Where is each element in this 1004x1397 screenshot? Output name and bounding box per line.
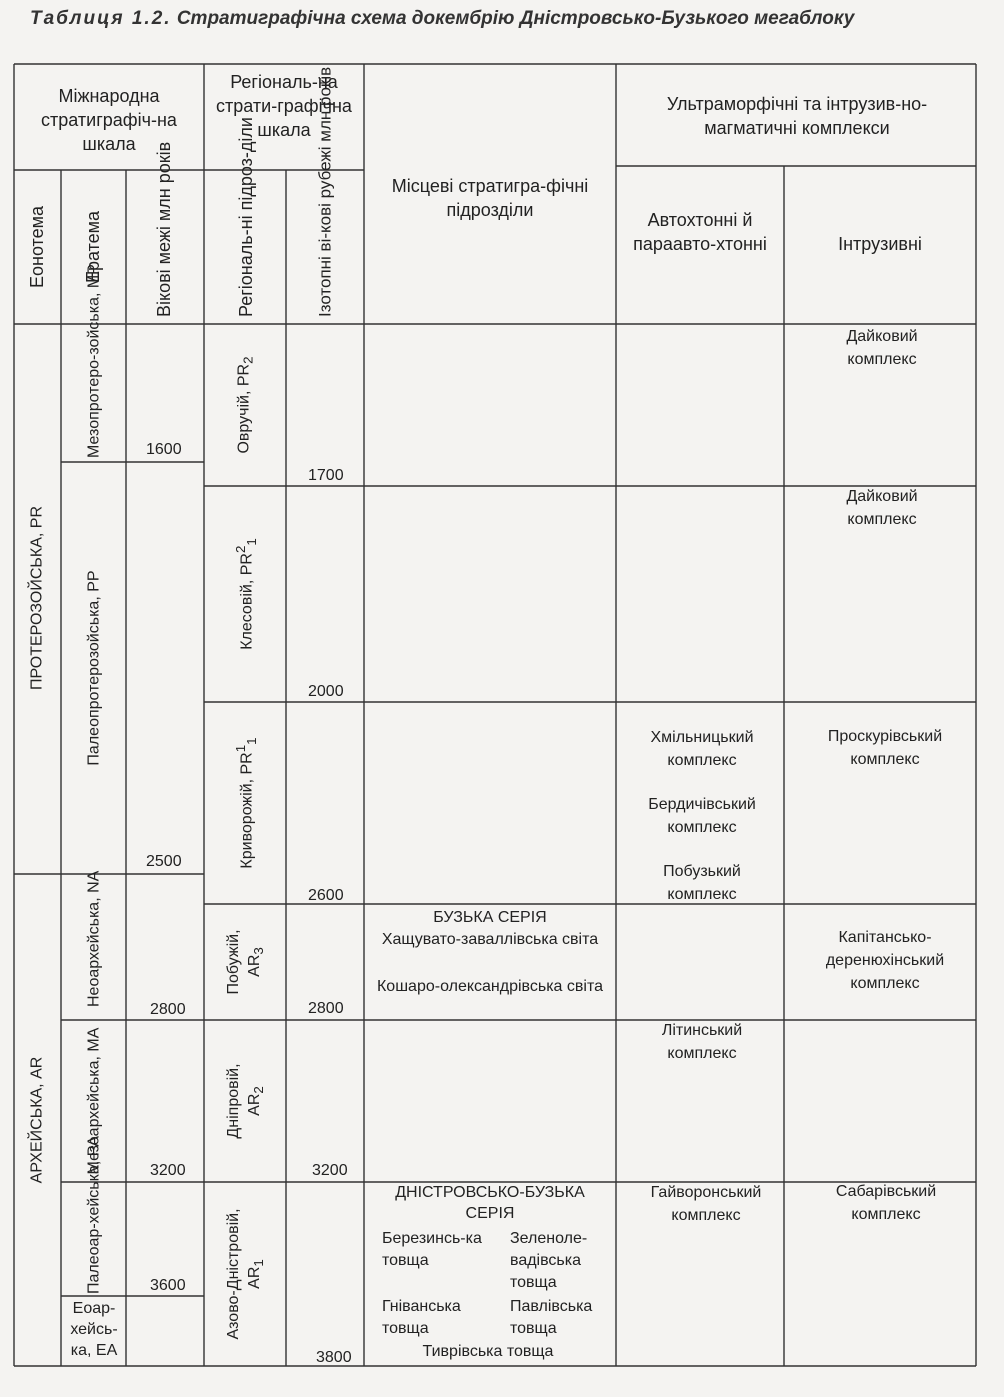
regional-kles: Клесовій, $PR^2_1$ — [233, 538, 259, 650]
isotope-1700: 1700 — [308, 467, 344, 484]
eonotem-archean: АРХЕЙСЬКА, AR — [28, 1056, 46, 1184]
caption-title: Стратиграфічна схема докембрію Дністровсько-Бузького мегаблоку — [176, 8, 855, 29]
eratem-paleoproterozoic: Палеопротерозойська, РР — [85, 570, 103, 766]
eratem-eoarchean: Еоар-хейсь-ка, ЕА — [70, 1300, 118, 1359]
age-3600: 3600 — [150, 1277, 186, 1294]
intrusive-kapitan: Капітансько-деренюхінський комплекс — [825, 929, 945, 992]
local-hnivan: Гніванська товща — [382, 1298, 461, 1337]
header-eratem: Ератема — [83, 210, 103, 284]
age-1600: 1600 — [146, 441, 182, 458]
auto-khmilnyk: Хмільницький комплекс — [650, 729, 754, 769]
local-berezyn: Березинсь-ка товща — [382, 1230, 482, 1269]
eratem-mesoproterozoic: Мезопротеро-зойська, МР — [85, 264, 103, 458]
caption-label: Таблиця 1.2. — [30, 8, 172, 29]
header-complexes: Ультраморфічні та інтрузив-но-магматичні комплекси — [666, 94, 928, 138]
local-zelenolev: Зеленоле-вадівська товща — [510, 1230, 588, 1291]
auto-berdychiv: Бердичівський комплекс — [648, 796, 756, 836]
header-regional-units: Регіональ-ні підроз-діли — [236, 117, 256, 317]
header-age-limits: Вікові межі млн років — [154, 141, 174, 317]
header-isotope-ages: Ізотопні ві-кові рубежі млн років — [315, 66, 335, 317]
intrusive-dyke-2: Дайковий комплекс — [846, 488, 918, 528]
header-autochthonous: Автохтонні й параавто-хтонні — [633, 210, 767, 254]
header-international: Міжнародна стратиграфіч-на шкала — [41, 86, 177, 154]
regional-dnipro: Дніпровій, $AR_2$ — [224, 1063, 267, 1139]
header-eonotem: Еонотема — [27, 206, 47, 289]
age-2500: 2500 — [146, 853, 182, 870]
eratem-neoarchean: Неоархейська, NA — [85, 870, 103, 1007]
isotope-3800: 3800 — [316, 1349, 352, 1366]
isotope-2000: 2000 — [308, 683, 344, 700]
local-tyvriv: Тиврівська товща — [422, 1343, 554, 1360]
local-pavliv: Павлівська товща — [510, 1298, 593, 1337]
isotope-3200: 3200 — [312, 1162, 348, 1179]
intrusive-sabariv: Сабарівський комплекс — [835, 1183, 937, 1223]
auto-lityn: Літинський комплекс — [661, 1022, 743, 1062]
age-3200: 3200 — [150, 1162, 186, 1179]
local-kosharo: Кошаро-олександрівська світа — [376, 978, 603, 995]
header-regional: Регіональ-на страти-графічна шкала — [216, 72, 352, 140]
intrusive-proskuriv: Проскурівський комплекс — [827, 728, 943, 768]
regional-azov-dnister: Азово-Дністровій, $AR_1$ — [224, 1208, 267, 1340]
eonotem-proterozoic: ПРОТЕРОЗОЙСЬКА, PR — [28, 505, 46, 691]
isotope-2800: 2800 — [308, 1000, 344, 1017]
age-2800: 2800 — [150, 1001, 186, 1018]
eratem-paleoarchean: Палеоар-хейська, РА — [85, 1135, 103, 1294]
isotope-2600: 2600 — [308, 887, 344, 904]
local-khashchuvato: Хащувато-заваллівська світа — [381, 931, 599, 948]
eratem-mesoarchean: Мезоархейська, МА — [85, 1027, 103, 1175]
local-dnister-buh-series: ДНІСТРОВСЬКО-БУЗЬКА СЕРІЯ — [395, 1184, 585, 1222]
header-local: Місцеві стратигра-фічні підрозділи — [391, 176, 589, 220]
regional-ovruch: Овручій, $PR_2$ — [235, 356, 256, 454]
header-intrusive: Інтрузивні — [838, 234, 922, 254]
auto-pobuzkyi: Побузький комплекс — [663, 863, 741, 903]
regional-kryvorozh: Криворожій, $PR^1_1$ — [233, 737, 259, 869]
local-buzka-series: БУЗЬКА СЕРІЯ — [433, 909, 547, 926]
intrusive-dyke-1: Дайковий комплекс — [846, 328, 918, 368]
auto-haivoron: Гайворонський комплекс — [650, 1184, 762, 1224]
regional-pobuzh: Побужій, $AR_3$ — [224, 929, 267, 995]
